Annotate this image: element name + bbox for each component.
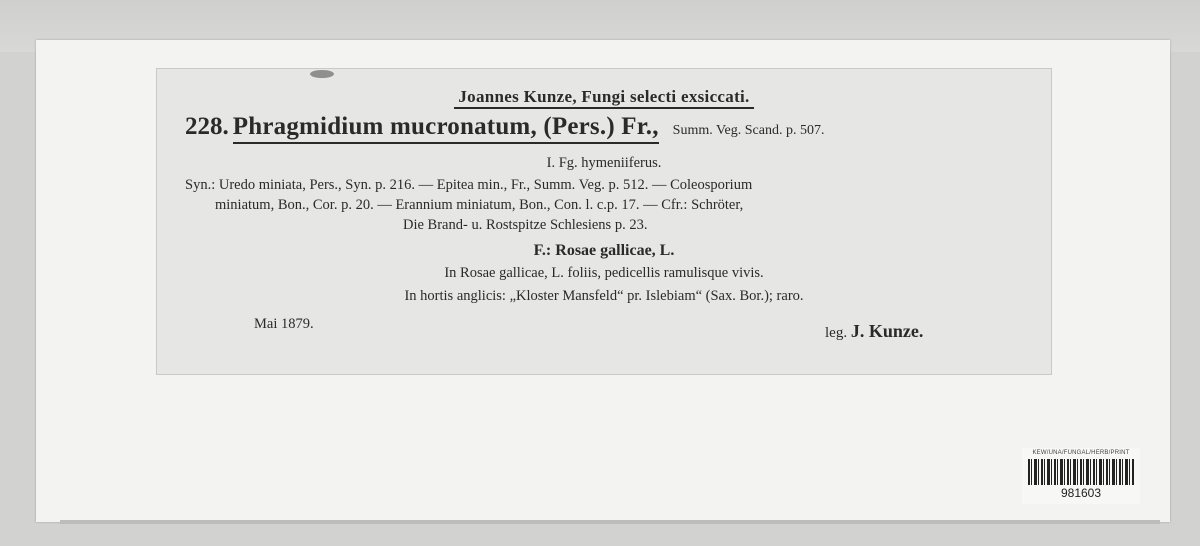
species-heading bbox=[185, 113, 824, 141]
species-reference: Summ. Veg. Scand. p. 507. bbox=[672, 123, 825, 138]
barcode-bars bbox=[1028, 459, 1134, 485]
specimen-number: 228. bbox=[185, 113, 229, 140]
collection-date: Mai 1879. bbox=[254, 316, 314, 332]
synonym-line-1: Syn.: Uredo miniata, Pers., Syn. p. 216. — Epitea min., Fr., Summ. Veg. p. 512. — Coleosporium bbox=[185, 177, 753, 193]
species-name: Phragmidium mucronatum, (Pers.) Fr., bbox=[233, 113, 659, 144]
ink-blot bbox=[310, 70, 334, 78]
barcode-label bbox=[1022, 448, 1140, 504]
locality-line: In hortis anglicis: „Kloster Mansfeld“ pr. Islebiam“ (Sax. Bor.); raro. bbox=[404, 288, 804, 304]
sheet-edge bbox=[60, 520, 1160, 524]
stage-line: I. Fg. hymeniiferus. bbox=[546, 155, 662, 171]
collection-title: Joannes Kunze, Fungi selecti exsiccati. bbox=[157, 87, 1051, 107]
specimen-label bbox=[156, 68, 1052, 375]
collector-prefix: leg. bbox=[825, 325, 848, 341]
collector-line bbox=[825, 321, 923, 342]
synonym-line-3: Die Brand- u. Rostspitze Schlesiens p. 23. bbox=[403, 217, 648, 233]
barcode-header: KEW/UNA/FUNGAL/HERB/PRINT bbox=[1032, 450, 1130, 456]
collector-name: J. Kunze. bbox=[850, 321, 924, 341]
host-line: F.: Rosae gallicae, L. bbox=[533, 242, 675, 259]
habitat-line: In Rosae gallicae, L. foliis, pedicellis ramulisque vivis. bbox=[444, 265, 764, 281]
synonym-line-2: miniatum, Bon., Cor. p. 20. — Erannium miniatum, Bon., Con. l. c.p. 17. — Cfr.: Schröter, bbox=[215, 197, 744, 213]
barcode-number: 981603 bbox=[1060, 486, 1102, 500]
